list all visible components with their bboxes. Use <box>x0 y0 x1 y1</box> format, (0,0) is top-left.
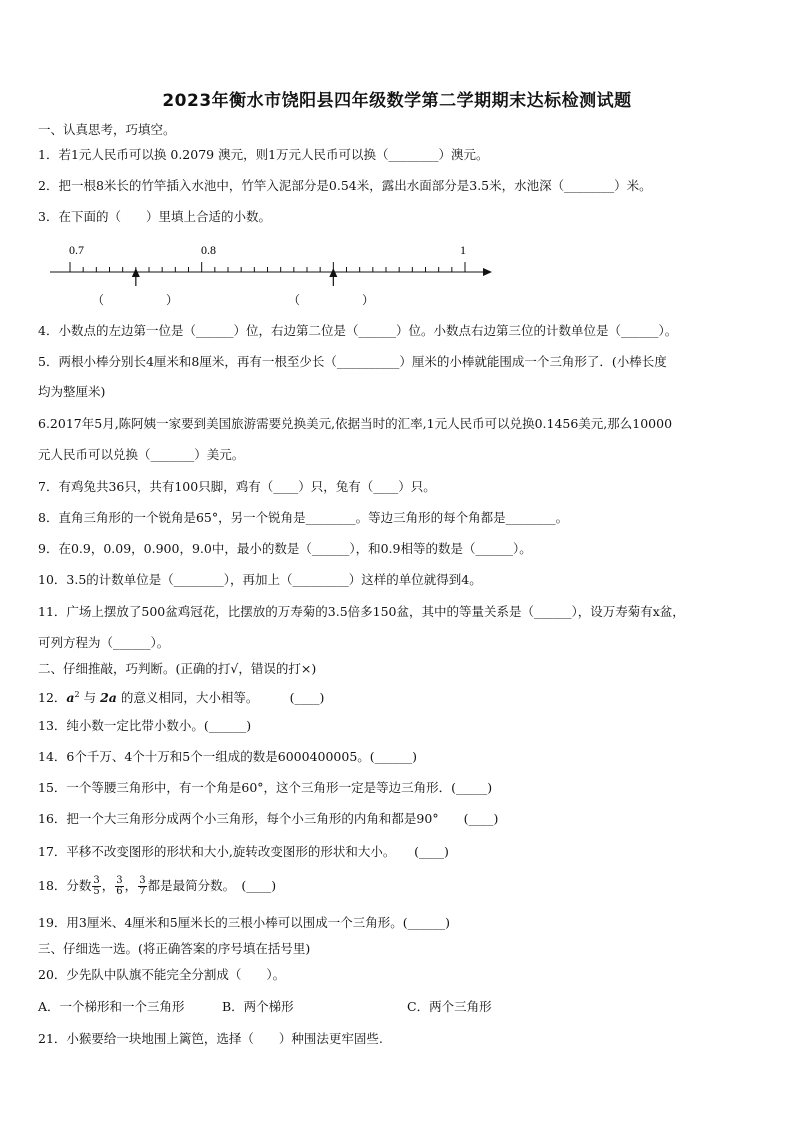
question-7: 7．有鸡兔共36只，共有100只脚，鸡有（____）只，兔有（____）只。 <box>38 479 436 494</box>
question-5-line-1: 5．两根小棒分别长4厘米和8厘米，再有一根至少长（__________）厘米的小棒就能围成一个三角形了．(小棒长度 <box>38 354 667 369</box>
math-variable: a <box>66 690 75 706</box>
question-13: 13．纯小数一定比带小数小。(______) <box>38 718 252 733</box>
option-b: B．两个梯形 <box>222 999 294 1014</box>
section-fill-in-heading: 一、认真思考，巧填空。 <box>38 122 176 137</box>
question-14: 14．6个千万、4个十万和5个一组成的数是6000400005。(______) <box>38 749 418 764</box>
question-4: 4．小数点的左边第一位是（______）位，右边第二位是（______）位。小数点右边第三位的计数单位是（______）。 <box>38 323 678 338</box>
question-5-line-2: 均为整厘米) <box>38 384 106 399</box>
denominator: 6 <box>116 886 123 897</box>
question-10: 10．3.5的计数单位是（________），再加上（_________）这样的单位就得到4。 <box>38 572 482 587</box>
number-line-ticks <box>70 262 465 272</box>
option-c: C．两个三角形 <box>407 999 492 1014</box>
question-18 <box>38 874 276 898</box>
question-3: 3．在下面的（ ）里填上合适的小数。 <box>38 209 271 224</box>
question-number: 18．分数 <box>38 878 92 893</box>
separator: ， <box>124 878 138 893</box>
question-16: 16．把一个大三角形分成两个小三角形，每个小三角形的内角和都是90° (____) <box>38 811 499 826</box>
question-1: 1．若1元人民币可以换 0.2079 澳元，则1万元人民币可以换（________）澳元。 <box>38 147 489 162</box>
number-line <box>40 238 510 318</box>
number-line-label: 1 <box>460 243 466 257</box>
math-expression: 2a <box>100 690 117 706</box>
question-20: 20．少先队中队旗不能完全分割成（ ）。 <box>38 967 286 982</box>
fraction <box>92 876 100 897</box>
statement-text: 都是最简分数。 (____) <box>147 878 277 893</box>
fraction <box>115 876 123 897</box>
question-number: 12． <box>38 690 67 706</box>
question-2: 2．把一根8米长的竹竿插入水池中，竹竿入泥部分是0.54米，露出水面部分是3.5米，水池深（________）米。 <box>38 178 652 193</box>
numerator: 3 <box>116 875 123 886</box>
question-17: 17．平移不改变图形的形状和大小,旋转改变图形的形状和大小。 (____) <box>38 844 449 859</box>
answer-paren-open: （ <box>92 293 105 307</box>
question-21: 21．小猴要给一块地围上篱笆，选择（ ）种围法更牢固些. <box>38 1031 383 1046</box>
question-19: 19．用3厘米、4厘米和5厘米长的三根小棒可以围成一个三角形。(______) <box>38 915 451 930</box>
answer-paren-close: ） <box>166 293 179 307</box>
exponent: 2 <box>74 690 80 699</box>
up-arrow-icon <box>329 268 337 286</box>
section-true-false-heading: 二、仔细推敲，巧判断。(正确的打√，错误的打×) <box>38 661 317 676</box>
fraction <box>138 876 146 897</box>
question-6-line-2: 元人民币可以兑换（_______）美元。 <box>38 447 245 462</box>
question-9: 9．在0.9，0.09，0.900，9.0中，最小的数是（______），和0.9相等的数是（______）。 <box>38 541 532 556</box>
statement-text: 的意义相同，大小相等。 (____) <box>116 690 325 706</box>
question-8: 8．直角三角形的一个锐角是65°，另一个锐角是________。等边三角形的每个角都是________。 <box>38 510 569 525</box>
denominator: 7 <box>139 886 146 897</box>
question-15: 15．一个等腰三角形中，有一个角是60°，这个三角形一定是等边三角形．(_____) <box>38 780 493 795</box>
answer-paren-open: （ <box>288 293 301 307</box>
denominator: 5 <box>93 886 100 897</box>
section-multiple-choice-heading: 三、仔细选一选。(将正确答案的序号填在括号里) <box>38 941 311 956</box>
option-a: A．一个梯形和一个三角形 <box>38 999 185 1014</box>
question-12 <box>38 686 324 707</box>
numerator: 3 <box>139 875 146 886</box>
number-line-label: 0.8 <box>201 243 216 257</box>
numerator: 3 <box>93 875 100 886</box>
up-arrow-icon <box>132 268 140 286</box>
question-11-line-2: 可列方程为（______）。 <box>38 635 170 650</box>
question-6-line-1: 6.2017年5月,陈阿姨一家要到美国旅游需要兑换美元,依据当时的汇率,1元人民币可以兑换0.1456美元,那么10000 <box>38 416 673 431</box>
answer-paren-close: ） <box>362 293 375 307</box>
page-title: 2023年衡水市饶阳县四年级数学第二学期期末达标检测试题 <box>162 91 632 111</box>
number-line-label: 0.7 <box>69 243 84 257</box>
connector-text: 与 <box>79 690 101 706</box>
separator: ， <box>101 878 115 893</box>
question-11-line-1: 11．广场上摆放了500盆鸡冠花，比摆放的万寿菊的3.5倍多150盆，其中的等量关系是（______），设万寿菊有x盆， <box>38 604 685 619</box>
number-line-arrowhead-icon <box>483 268 492 276</box>
